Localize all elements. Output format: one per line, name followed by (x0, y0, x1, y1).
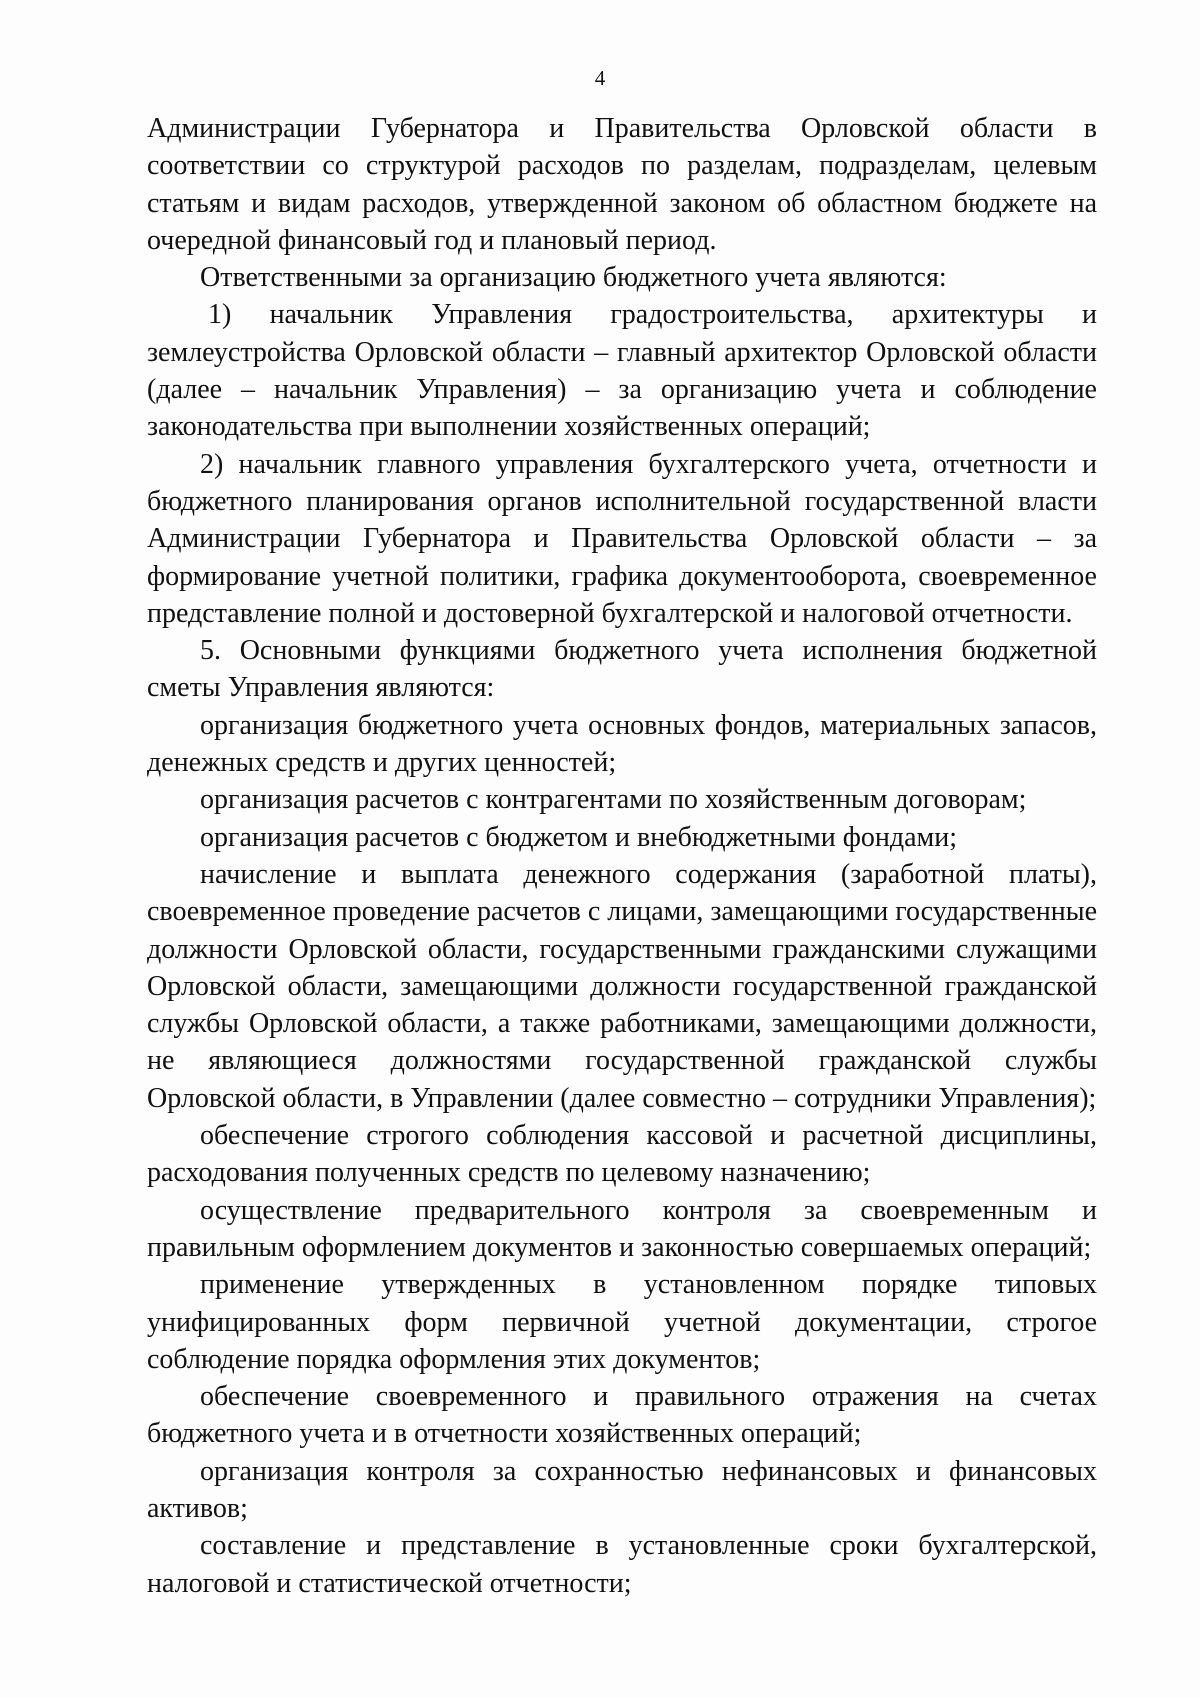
list-item: начисление и выплата денежного содержания (заработной платы), своевременное проведение расчетов с лицами, замещающими государственные должности Орловской области, государственными гражданскими служащими Орловской области, замещающими должности государственной гражданской службы Орловской области, а также работниками, замещающими должности, не являющиеся должностями государственной гражданской службы Орловской области, в Управлении (далее совместно – сотрудники Управления); (147, 858, 1097, 1114)
list-item: осуществление предварительного контроля за своевременным и правильным оформлением документов и законностью совершаемых операций; (147, 1194, 1097, 1263)
list-item: обеспечение своевременного и правильного отражения на счетах бюджетного учета и в отчетности хозяйственных операций; (147, 1381, 1097, 1450)
list-item: составление и представление в установленные сроки бухгалтерской, налоговой и статистической отчетности; (147, 1530, 1097, 1599)
list-item: обеспечение строгого соблюдения кассовой и расчетной дисциплины, расходования полученных средств по целевому назначению; (147, 1120, 1097, 1189)
list-item: организация расчетов с контрагентами по хозяйственным договорам; (200, 784, 1027, 816)
list-item: организация контроля за сохранностью нефинансовых и финансовых активов; (147, 1455, 1097, 1524)
paragraph: Ответственными за организацию бюджетного учета являются: (200, 262, 947, 294)
document-body (147, 110, 1097, 1602)
list-item: 2) начальник главного управления бухгалтерского учета, отчетности и бюджетного планирования органов исполнительной государственной власти Администрации Губернатора и Правительства Орловской области – за формирование учетной политики, графика документооборота, своевременное представление полной и достоверной бухгалтерской и налоговой отчетности. (147, 448, 1097, 629)
list-item: организация расчетов с бюджетом и внебюджетными фондами; (200, 821, 958, 853)
list-item: организация бюджетного учета основных фондов, материальных запасов, денежных средств и других ценностей; (147, 709, 1097, 779)
paragraph: Администрации Губернатора и Правительства Орловской области в соответствии со структурой расходов по разделам, подразделам, целевым статьям и видам расходов, утвержденной законом об областном бюджете на очередной финансовый год и плановый период. (147, 113, 1097, 256)
section-heading-paragraph: 5. Основными функциями бюджетного учета исполнения бюджетной сметы Управления являются: (147, 635, 1097, 704)
list-item: 1) начальник Управления градостроительства, архитектуры и землеустройства Орловской области – главный архитектор Орловской области (далее – начальник Управления) – за организацию учета и соблюдение законодательства при выполнении хозяйственных операций; (147, 299, 1097, 443)
list-item: применение утвержденных в установленном порядке типовых унифицированных форм первичной учетной документации, строгое соблюдение порядка оформления этих документов; (147, 1269, 1097, 1375)
page-number: 4 (594, 66, 606, 90)
